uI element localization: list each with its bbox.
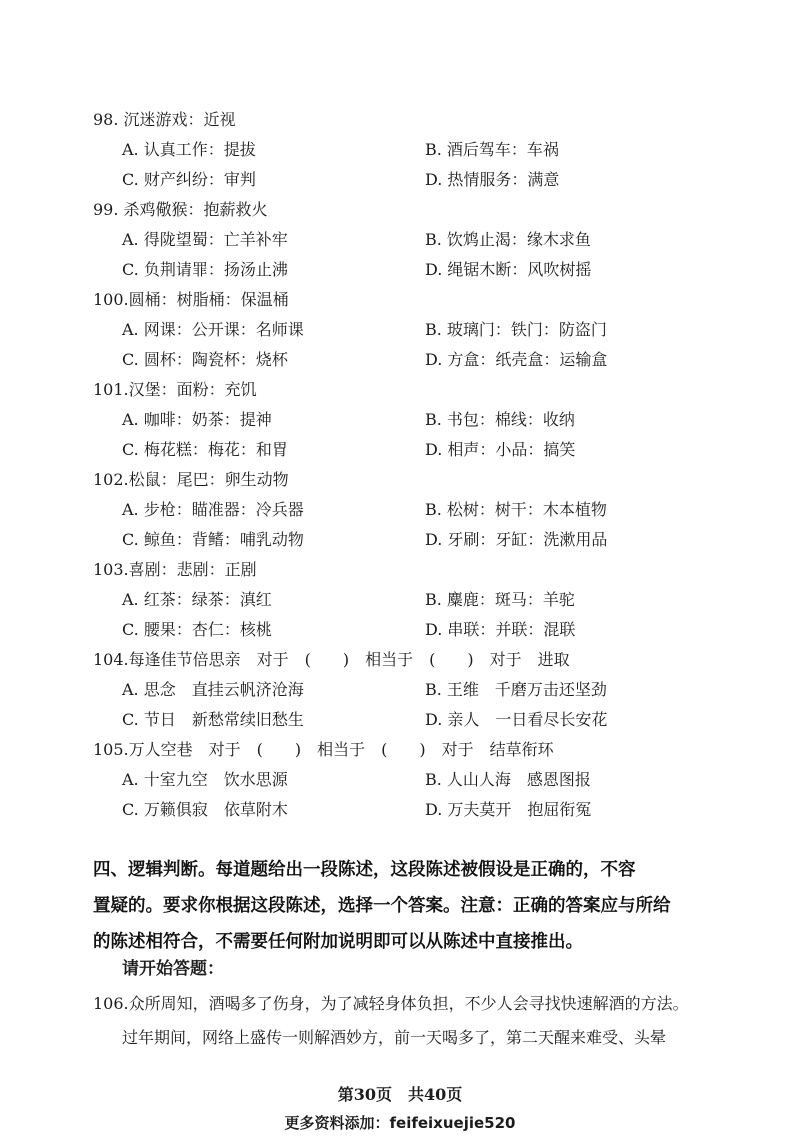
option-d: D. 热情服务：满意	[425, 170, 560, 189]
option-b: B. 人山人海 感恩图报	[425, 770, 591, 789]
option-c: C. 鲸鱼：背鳍：哺乳动物	[122, 530, 304, 549]
option-d: D. 方盒：纸壳盒：运输盒	[425, 350, 608, 369]
option-d: D. 绳锯木断：风吹树摇	[425, 260, 592, 279]
option-b: B. 酒后驾车：车祸	[425, 140, 559, 159]
option-c: C. 梅花糕：梅花：和胃	[122, 440, 288, 459]
footer-note: 更多资料添加：feifeixuejie520	[284, 1114, 516, 1132]
option-d: D. 相声：小品：搞笑	[425, 440, 576, 459]
option-d: D. 牙刷：牙缸：洗漱用品	[425, 530, 608, 549]
option-c: C. 万籁俱寂 依草附木	[122, 800, 288, 819]
question-stem: 103.喜剧：悲剧：正剧	[93, 560, 257, 579]
option-a: A. 步枪：瞄准器：冷兵器	[122, 500, 304, 519]
question-stem: 100.圆桶：树脂桶：保温桶	[93, 290, 289, 309]
question-106-line-1: 106.众所周知，酒喝多了伤身，为了减轻身体负担，不少人会寻找快速解酒的方法。	[93, 994, 689, 1013]
option-a: A. 咖啡：奶茶：提神	[122, 410, 272, 429]
question-stem: 102.松鼠：尾巴：卵生动物	[93, 470, 289, 489]
option-c: C. 圆杯：陶瓷杯：烧杯	[122, 350, 288, 369]
option-c: C. 腰果：杏仁：核桃	[122, 620, 272, 639]
option-b: B. 松树：树干：木本植物	[425, 500, 607, 519]
option-d: D. 万夫莫开 抱屈衔冤	[425, 800, 592, 819]
option-c: C. 财产纠纷：审判	[122, 170, 256, 189]
option-a: A. 认真工作：提拔	[122, 140, 256, 159]
option-b: B. 书包：棉线：收纳	[425, 410, 575, 429]
option-c: C. 节日 新愁常续旧愁生	[122, 710, 304, 729]
section-heading-line-2: 置疑的。要求你根据这段陈述，选择一个答案。注意：正确的答案应与所给	[93, 896, 671, 916]
option-b: B. 玻璃门：铁门：防盗门	[425, 320, 607, 339]
question-stem: 99. 杀鸡儆猴：抱薪救火	[93, 200, 268, 219]
section-heading-line-1: 四、逻辑判断。每道题给出一段陈述，这段陈述被假设是正确的，不容	[93, 860, 636, 880]
option-d: D. 串联：并联：混联	[425, 620, 576, 639]
option-b: B. 麋鹿：斑马：羊驼	[425, 590, 575, 609]
question-stem: 98. 沉迷游戏：近视	[93, 110, 236, 129]
option-d: D. 亲人 一日看尽长安花	[425, 710, 608, 729]
option-a: A. 得陇望蜀：亡羊补牢	[122, 230, 288, 249]
start-answering-label: 请开始答题：	[122, 959, 224, 979]
question-stem: 105.万人空巷 对于 ( ) 相当于 ( ) 对于 结草衔环	[93, 740, 554, 759]
option-a: A. 思念 直挂云帆济沧海	[122, 680, 304, 699]
question-106-line-2: 过年期间，网络上盛传一则解酒妙方，前一天喝多了，第二天醒来难受、头晕	[122, 1028, 667, 1047]
option-b: B. 王维 千磨万击还坚劲	[425, 680, 607, 699]
option-a: A. 红茶：绿茶：滇红	[122, 590, 272, 609]
question-stem: 101.汉堡：面粉：充饥	[93, 380, 257, 399]
page-number: 第30页 共40页	[337, 1085, 463, 1104]
option-c: C. 负荆请罪：扬汤止沸	[122, 260, 288, 279]
option-a: A. 十室九空 饮水思源	[122, 770, 288, 789]
question-stem: 104.每逢佳节倍思亲 对于 ( ) 相当于 ( ) 对于 进取	[93, 650, 570, 669]
section-heading-line-3: 的陈述相符合，不需要任何附加说明即可以从陈述中直接推出。	[93, 932, 583, 952]
option-a: A. 网课：公开课：名师课	[122, 320, 304, 339]
option-b: B. 饮鸩止渴：缘木求鱼	[425, 230, 591, 249]
